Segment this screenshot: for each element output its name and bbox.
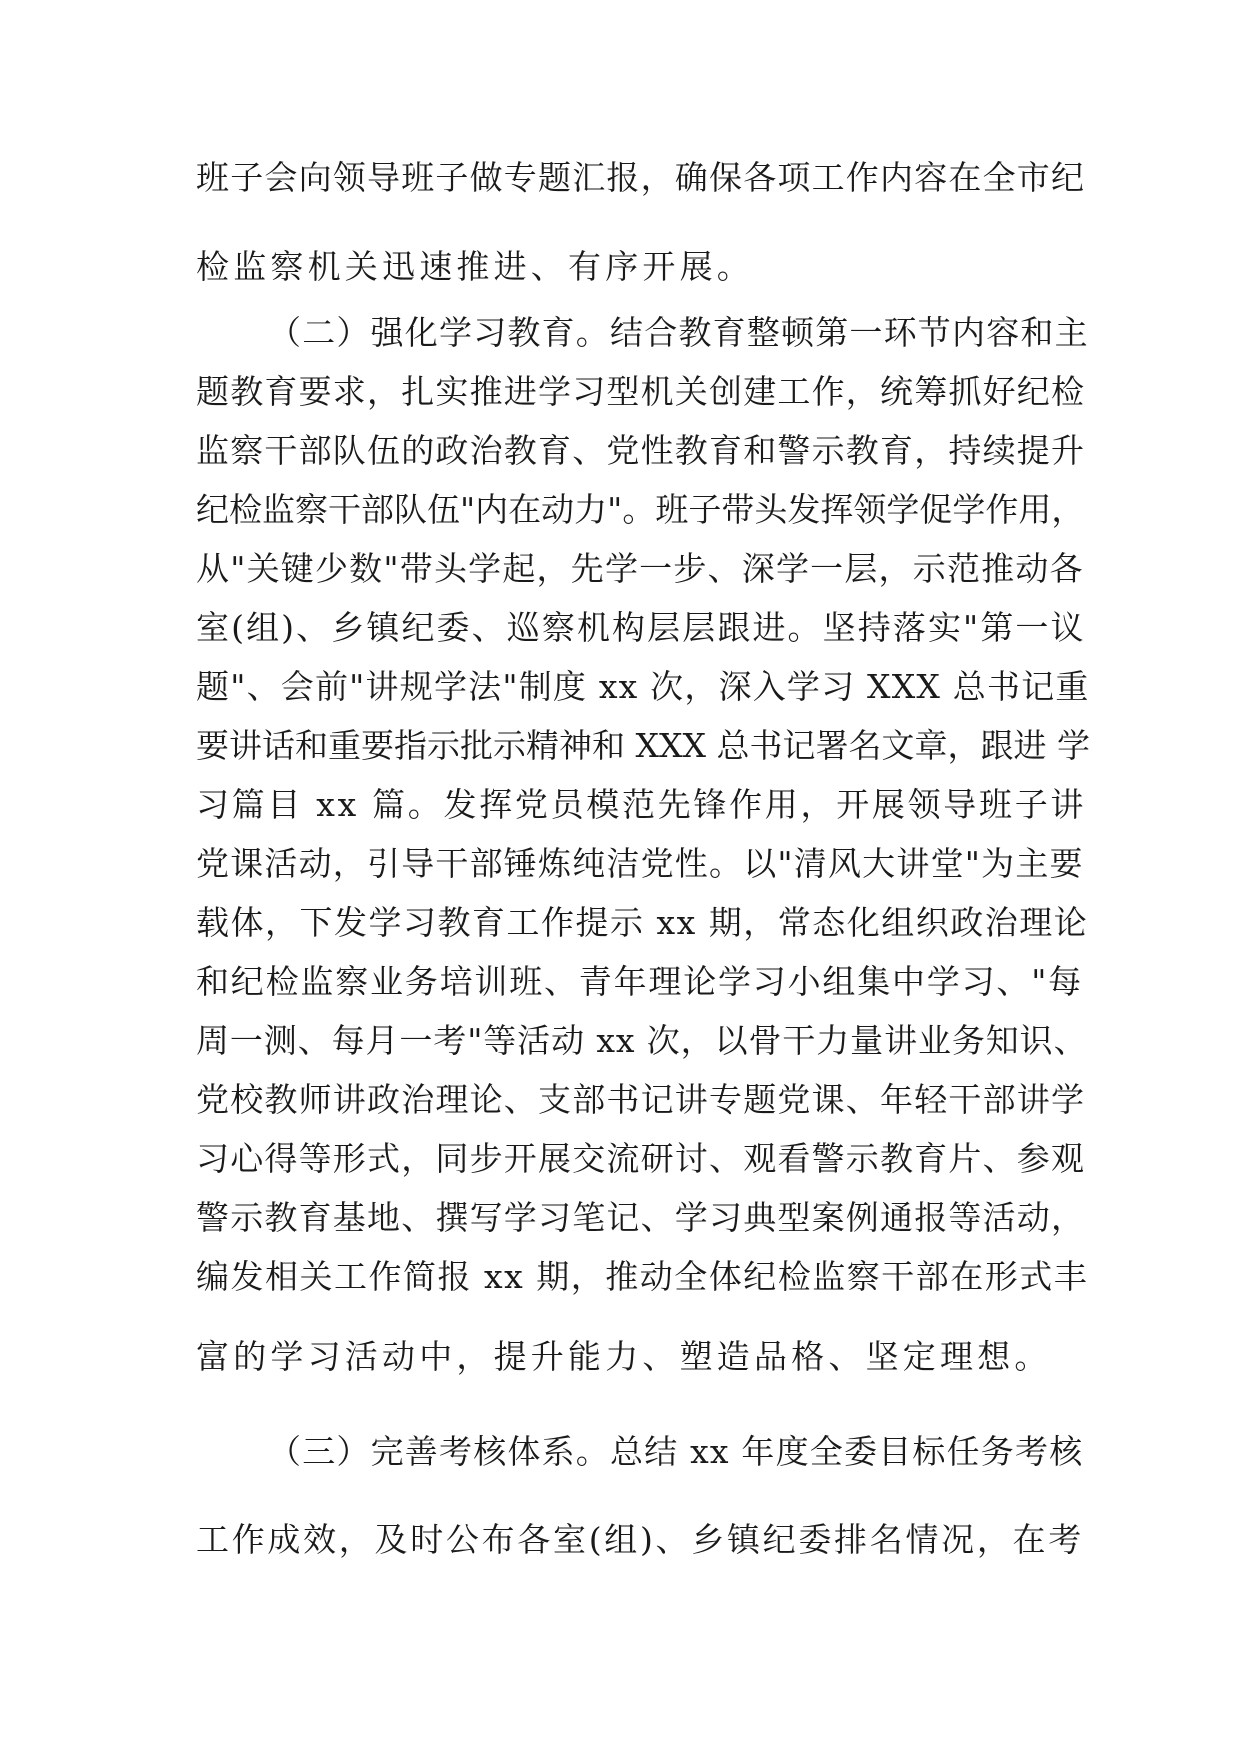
text-line: 党校教师讲政治理论、支部书记讲专题党课、年轻干部讲学	[196, 1080, 1086, 1119]
text-line: 纪检监察干部队伍"内在动力"。班子带头发挥领学促学作用，	[196, 490, 1085, 529]
text-line: 载体，下发学习教育工作提示 xx 期，常态化组织政治理论	[196, 903, 1089, 942]
text-line: 班子会向领导班子做专题汇报，确保各项工作内容在全市纪	[196, 158, 1086, 197]
section-heading-line: （二）强化学习教育。结合教育整顿第一环节内容和主	[268, 313, 1089, 352]
text-line: 周一测、每月一考"等活动 xx 次，以骨干力量讲业务知识、	[196, 1021, 1088, 1060]
text-line: 从"关键少数"带头学起，先学一步、深学一层，示范推动各	[196, 549, 1084, 588]
text-line: 检监察机关迅速推进、有序开展。	[196, 247, 754, 286]
text-line: 题教育要求，扎实推进学习型机关创建工作，统筹抓好纪检	[196, 372, 1086, 411]
text-line: 要讲话和重要指示批示精神和 XXX 总书记署名文章，跟进 学	[196, 726, 1090, 765]
text-line: 习心得等形式，同步开展交流研讨、观看警示教育片、参观	[196, 1139, 1086, 1178]
section-heading-line: （三）完善考核体系。总结 xx 年度全委目标任务考核	[268, 1432, 1084, 1471]
text-line: 党课活动，引导干部锤炼纯洁党性。以"清风大讲堂"为主要	[196, 844, 1084, 883]
text-line: 富的学习活动中，提升能力、塑造品格、坚定理想。	[196, 1337, 1052, 1376]
text-line: 室(组)、乡镇纪委、巡察机构层层跟进。坚持落实"第一议	[196, 608, 1086, 647]
text-line: 和纪检监察业务培训班、青年理论学习小组集中学习、"每	[196, 962, 1083, 1001]
text-line: 警示教育基地、撰写学习笔记、学习典型案例通报等活动，	[196, 1198, 1086, 1237]
text-line: 工作成效，及时公布各室(组)、乡镇纪委排名情况，在考	[196, 1520, 1084, 1559]
text-line: 编发相关工作简报 xx 期，推动全体纪检监察干部在形式丰	[196, 1257, 1089, 1296]
text-line: 题"、会前"讲规学法"制度 xx 次，深入学习 XXX 总书记重	[196, 667, 1090, 706]
text-line: 习篇目 xx 篇。发挥党员模范先锋作用，开展领导班子讲	[196, 785, 1087, 824]
text-line: 监察干部队伍的政治教育、党性教育和警示教育，持续提升	[196, 431, 1086, 470]
